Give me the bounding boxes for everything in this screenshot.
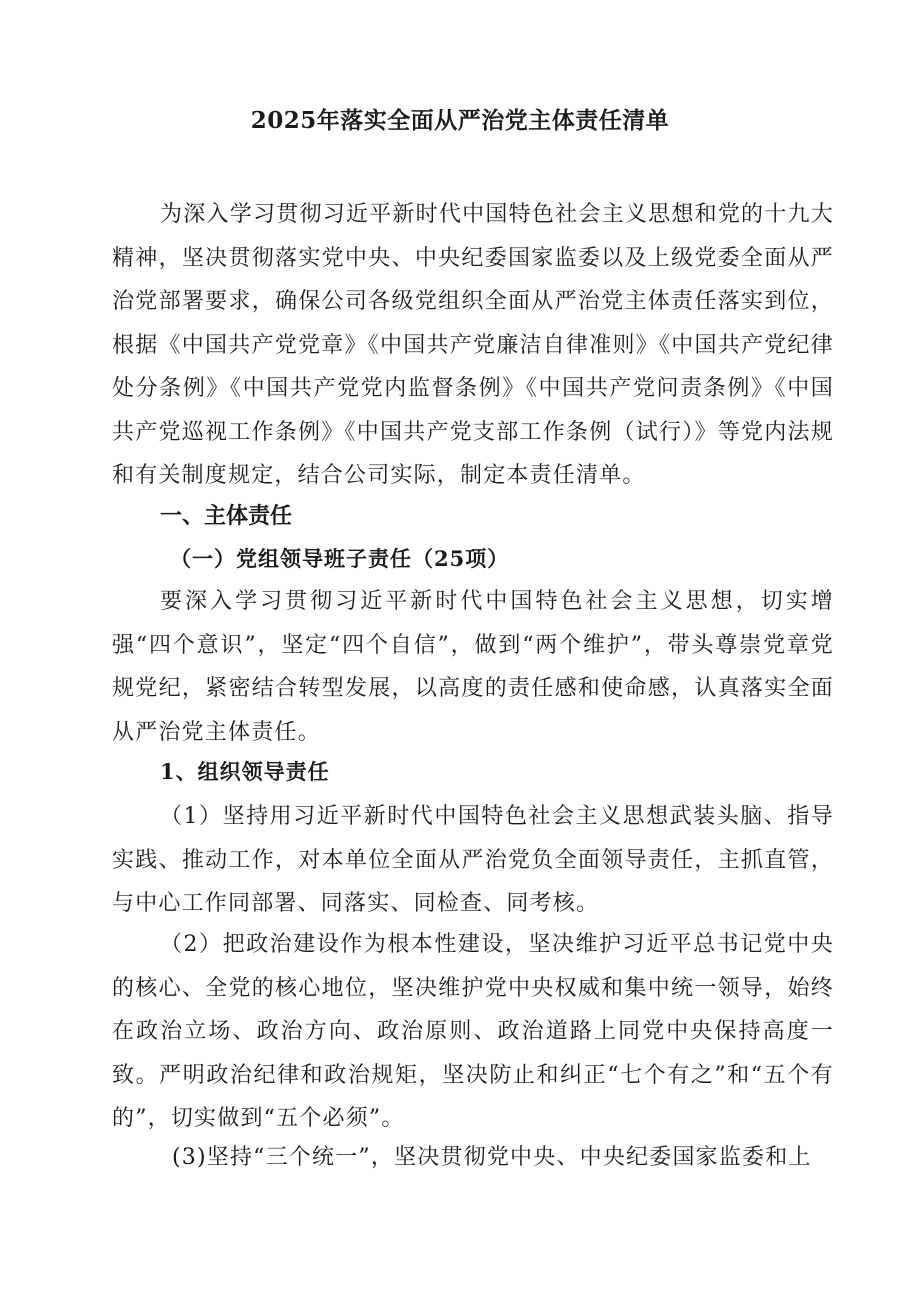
section-heading-main-responsibility: 一、主体责任 — [160, 504, 293, 529]
document-title: 2025年落实全面从严治党主体责任清单 — [250, 107, 670, 134]
item-heading-organizational-leadership: 1、组织领导责任 — [160, 759, 330, 784]
leadership-paragraph: 要深入学习贯彻习近平新时代中国特色社会主义思想，切实增强“四个意识”，坚定“四个自信”，做到“两个维护”，带头尊崇党章党规党纪，紧密结合转型发展，以高度的责任感和使命感，认真落实全面从严治党主体责任。 — [112, 589, 834, 745]
subsection-heading-leadership: （一）党组领导班子责任（25项） — [170, 546, 510, 571]
list-item: (3)坚持“三个统一”，坚决贯彻党中央、中央纪委国家监委和上 — [172, 1145, 812, 1170]
list-item: （2）把政治建设作为根本性建设，坚决维护习近平总书记党中央的核心、全党的核心地位，坚决维护党中央权威和集中统一领导，始终在政治立场、政治方向、政治原则、政治道路上同党中央保持高度一致。严明政治纪律和政治规矩，坚决防止和纠正“七个有之”和“五个有的”，切实做到“五个必须”。 — [112, 932, 834, 1131]
intro-paragraph: 为深入学习贯彻习近平新时代中国特色社会主义思想和党的十九大精神，坚决贯彻落实党中央、中央纪委国家监委以及上级党委全面从严治党部署要求，确保公司各级党组织全面从严治党主体责任落实到位，根据《中国共产党党章》《中国共产党廉洁自律准则》《中国共产党纪律处分条例》《中国共产党党内监督条例》《中国共产党问责条例》《中国共产党巡视工作条例》《中国共产党支部工作条例（试行）》等党内法规和有关制度规定，结合公司实际，制定本责任清单。 — [112, 202, 834, 488]
list-item: （1）坚持用习近平新时代中国特色社会主义思想武装头脑、指导实践、推动工作，对本单位全面从严治党负全面领导责任，主抓直管，与中心工作同部署、同落实、同检查、同考核。 — [112, 804, 834, 916]
